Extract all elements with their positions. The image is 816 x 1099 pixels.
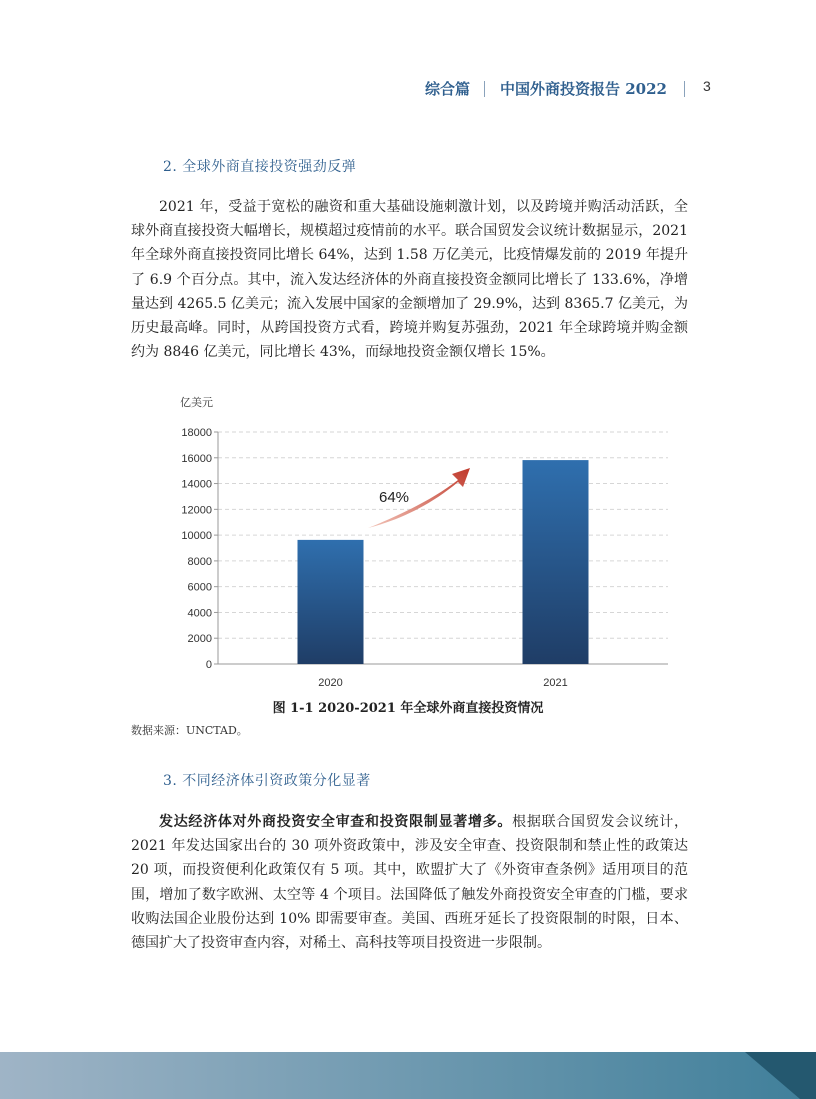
y-tick-label: 10000 [181, 530, 212, 543]
x-tick-label: 2021 [543, 677, 568, 689]
header-divider [484, 81, 485, 97]
y-tick-label: 0 [205, 659, 212, 671]
growth-annotation: 64% [378, 489, 410, 506]
section-heading-2: 2. 全球外商直接投资强劲反弹 [163, 159, 357, 175]
y-tick-label: 12000 [181, 504, 212, 517]
y-tick-label: 18000 [181, 427, 212, 439]
section-3-text: 根据联合国贸发会议统计，2021 年发达国家出台的 30 项外资政策中，涉及安全审查、投资限制和禁止性的政策达 20 项，而投资便利化政策仅有 5 项。其中，欧盟扩大了《外资审查条例》适用项目的范围，增加了数字欧洲、太空等 4 个项目。法国降低了触发外商投资安全审查的门槛，要求收购法国企业股份达到 10% 即需要审查。美国、西班牙延长了投资限制的时限，日本、德国扩大了投资审查内容，对稀土、高科技等项目投资进一步限制。 [131, 814, 689, 952]
y-axis-unit-label: 亿美元 [180, 397, 213, 409]
bar-2020 [298, 540, 364, 664]
y-tick-label: 6000 [187, 581, 212, 594]
section-2-body [131, 195, 688, 364]
x-tick-label: 2020 [318, 677, 343, 689]
footer-band [0, 1052, 816, 1099]
figure-caption: 图 1-1 2020-2021 年全球外商直接投资情况 [272, 701, 544, 716]
section-2-paragraph: 2021 年，受益于宽松的融资和重大基础设施刺激计划，以及跨境并购活动活跃，全球外商直接投资大幅增长，规模超过疫情前的水平。联合国贸发会议统计数据显示，2021 年全球外商直接投资同比增长 64%，达到 1.58 万亿美元，比疫情爆发前的 2019 年提升了 6.9 个百分点。其中，流入发达经济体的外商直接投资金额同比增长了 133.6%，净增量达到 4265.5 亿美元；流入发展中国家的金额增加了 29.9%，达到 8365.7 亿美元，为历史最高峰。同时，从跨国投资方式看，跨境并购复苏强劲，2021 年全球跨境并购金额约为 8846 亿美元，同比增长 43%，而绿地投资金额仅增长 15%。 [131, 199, 688, 361]
header-divider [684, 81, 685, 97]
header-report-title: 中国外商投资报告 2022 [500, 80, 667, 98]
data-source-note: 数据来源：UNCTAD。 [131, 724, 248, 737]
bar-2021 [523, 460, 589, 664]
y-tick-label: 8000 [187, 555, 212, 568]
y-tick-label: 16000 [181, 452, 212, 465]
section-3-lead: 发达经济体对外商投资安全审查和投资限制显著增多。 [159, 814, 513, 830]
y-tick-label: 14000 [181, 478, 212, 491]
header-category: 综合篇 [425, 80, 471, 98]
running-header [0, 78, 816, 100]
footer-gradient-band [0, 1052, 816, 1099]
y-tick-label: 4000 [187, 607, 212, 620]
y-tick-label: 2000 [187, 633, 212, 646]
fdi-bar-chart [0, 390, 816, 690]
section-3-paragraph [131, 810, 688, 955]
section-heading-3: 3. 不同经济体引资政策分化显著 [163, 773, 371, 789]
section-3-body [131, 810, 688, 955]
page-number: 3 [703, 78, 711, 94]
